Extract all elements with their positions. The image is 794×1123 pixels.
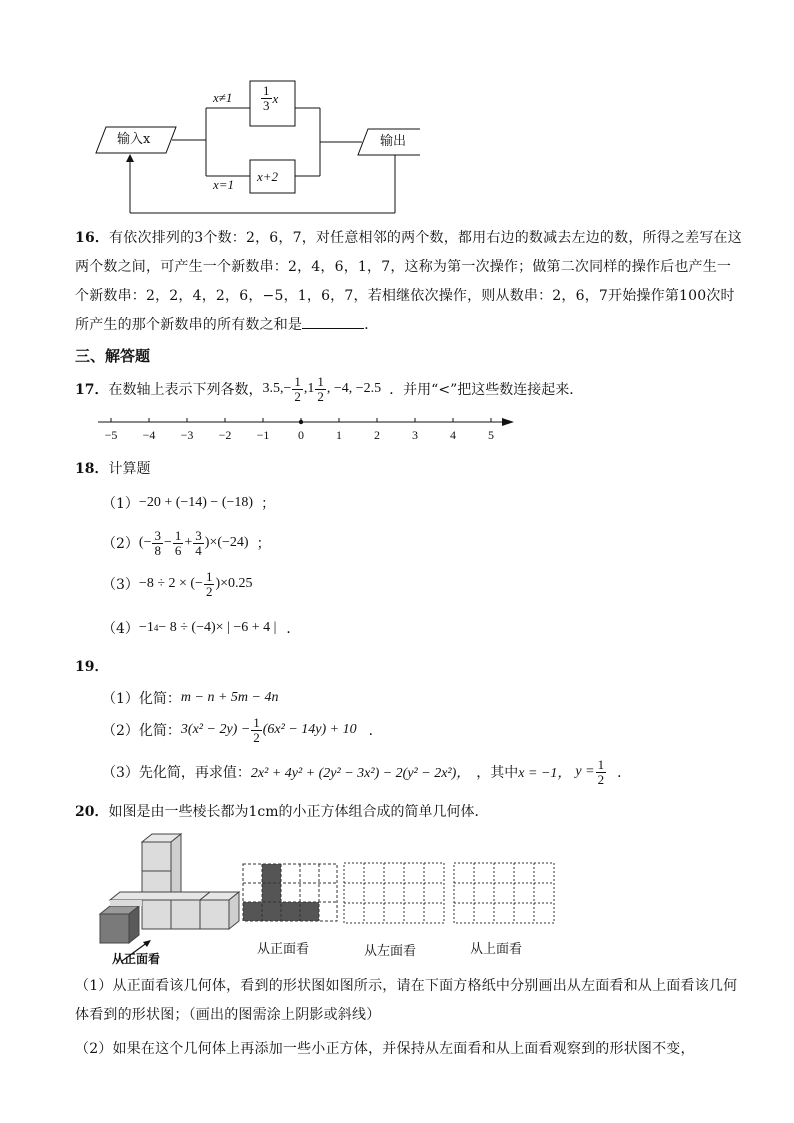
axis-tick-label: 2 (374, 428, 380, 442)
q16-text: 有依次排列的3个数：2，6，7，对任意相邻的两个数，都用右边的数减去左边的数，所得之差写在这两个数之间，可产生一个新数串：2，4，6，1，7，这称为第一次操作；做第二次同样的操作后也产生一个新数串：2，2，4，2，6，−5，1，6，7，若相继依次操作，则从数串：2，6，7开始操作第100次时所产生的那个新数串的所有数之和是 (75, 230, 742, 333)
number-line-axis (96, 414, 526, 428)
q17-pre: 在数轴上表示下列各数， (108, 382, 263, 398)
q18-i2-c: + (184, 535, 193, 550)
q19-item-3 (102, 754, 631, 790)
grid-left-view[interactable] (343, 862, 447, 930)
question-19-header (75, 656, 108, 676)
q18-i4-b: − 8 ÷ (−4)× | −6 + 4 | (158, 620, 277, 635)
q19-i3-y: y = (575, 764, 595, 779)
q17-mixed-whole: 1 (307, 381, 315, 396)
axis-tick-label: 3 (412, 428, 418, 442)
q18-i2-e: )×(−24) (204, 535, 249, 550)
question-16 (75, 224, 745, 340)
q19-item-2 (102, 712, 383, 748)
grid-front-svg (241, 862, 339, 924)
q17-num-b: , −4, −2.5 (326, 381, 382, 396)
grid-left-svg[interactable] (343, 862, 447, 926)
caption-top: 从上面看 (470, 942, 523, 957)
q18-item-2 (102, 525, 271, 561)
q17-frac1-sign: − (283, 381, 292, 396)
q19-i3-expr: 2x² + 4y² + (2y² − 3x²) − 2(y² − 2x²)， (250, 766, 471, 781)
axis-tick-label: 1 (336, 428, 342, 442)
q18-i2-a: (− (138, 535, 152, 550)
flow-box-top (260, 84, 278, 113)
q17-number: 17． (75, 382, 109, 398)
q20-number: 20． (75, 804, 109, 820)
q19-i2-b: (6x² − 14y) + 10 (262, 722, 357, 737)
q19-i3-yn: 1 (597, 756, 605, 772)
q18-item-1-tail: ； (261, 496, 276, 512)
q17-frac1-den: 2 (294, 388, 301, 404)
grid-top-svg[interactable] (453, 862, 557, 926)
q18-title: 计算题 (108, 461, 151, 477)
q18-i3-n: 1 (205, 568, 213, 584)
flow-input-label: 输入x (117, 132, 151, 147)
q19-i3-yd: 2 (597, 771, 605, 787)
q18-item-4-label: （4） (102, 621, 139, 637)
grid-front-view (241, 862, 339, 928)
question-17 (75, 372, 583, 406)
flow-frac-num: 1 (263, 83, 270, 98)
q17-num-a: 3.5, (262, 381, 284, 396)
axis-tick-label: 0 (298, 428, 304, 442)
q19-i2-a: 3(x² − 2y) − (180, 722, 251, 737)
section-title: 三、解答题 (75, 347, 151, 365)
q19-i3-x: x = −1， (518, 766, 572, 781)
q18-i2-b: − (163, 535, 172, 550)
q18-item-4 (102, 618, 300, 638)
q19-item-2-tail: ． (368, 723, 383, 739)
q18-i3-b: )×0.25 (215, 576, 253, 591)
q18-i3-d: 2 (205, 583, 213, 599)
cube-solid-figure (96, 830, 246, 970)
flow-frac-den: 3 (263, 98, 270, 113)
flow-output-label: 输出 (380, 134, 407, 149)
q18-i2-n1: 3 (154, 527, 161, 543)
q19-item-1-expr: m − n + 5m − 4n (180, 690, 279, 705)
q18-i4-a: −1 (138, 620, 154, 635)
q17-post: ．并用“<”把这些数连接起来． (389, 382, 584, 398)
q18-i2-n3: 3 (195, 527, 202, 543)
q19-item-3-tail: ． (617, 765, 632, 781)
grid-top-view[interactable] (453, 862, 557, 930)
q20-text: 如图是由一些棱长都为1cm的小正方体组合成的简单几何体． (108, 804, 489, 820)
q19-number: 19． (75, 659, 109, 675)
q18-i2-d1: 8 (154, 542, 161, 558)
axis-tick-label: 4 (450, 428, 456, 442)
caption-front: 从正面看 (257, 942, 310, 957)
q18-i2-n2: 1 (174, 527, 182, 543)
q19-item-3-mid: ，其中 (476, 765, 519, 781)
q18-i2-d3: 4 (195, 542, 202, 558)
flowchart (90, 70, 420, 220)
q18-number: 18． (75, 461, 109, 477)
flow-cond-bottom: x=1 (213, 177, 235, 192)
q19-i2-n: 1 (253, 714, 260, 730)
q18-item-2-label: （2） (102, 536, 139, 552)
q19-item-1-label: （1）化简： (102, 691, 181, 707)
front-view-arrow-label: 从正面看 (112, 952, 161, 966)
flow-box-bottom: x+2 (257, 169, 279, 184)
q19-item-1 (102, 688, 278, 708)
q18-i4-exp: 4 (153, 623, 159, 633)
q17-frac2-num: 1 (317, 373, 324, 389)
axis-tick-label: 5 (488, 428, 494, 442)
q18-item-3-label: （3） (102, 577, 139, 593)
question-20 (75, 801, 489, 821)
q18-i3-a: −8 ÷ 2 × (− (138, 576, 203, 591)
q19-i2-d: 2 (253, 729, 260, 745)
q18-item-2-tail: ； (256, 536, 271, 552)
q18-item-1-expr: −20 + (−14) − (−18) (138, 495, 254, 510)
q17-frac1-num: 1 (294, 373, 301, 389)
number-line (96, 414, 526, 448)
flow-cond-top: x≠1 (213, 90, 233, 105)
q19-item-3-label: （3）先化简，再求值： (102, 765, 251, 781)
q16-tail: ． (364, 317, 379, 333)
q16-number: 16． (75, 230, 110, 246)
q18-item-4-tail: ． (286, 621, 301, 637)
q18-item-3 (102, 566, 253, 602)
q18-i2-d2: 6 (174, 542, 182, 558)
cube-solid-drawing (96, 830, 246, 970)
question-18-header (75, 458, 150, 478)
axis-tick-label: −1 (256, 428, 270, 442)
q20-sub1: （1）从正面看该几何体，看到的形状图如图所示，请在下面方格纸中分别画出从左面看和从上面看该几何体看到的形状图；（画出的图需涂上阴影或斜线） (75, 978, 738, 1023)
q18-item-1-label: （1） (102, 496, 139, 512)
q19-item-2-label: （2）化简： (102, 723, 181, 739)
q20-sub2: （2）如果在这个几何体上再添加一些小正方体，并保持从左面看和从上面看观察到的形状图不变， (75, 1041, 695, 1057)
axis-tick-label: −5 (104, 428, 118, 442)
q18-item-1 (102, 493, 275, 513)
axis-tick-label: −3 (180, 428, 194, 442)
q17-comma: , (303, 381, 308, 396)
caption-left: 从左面看 (364, 944, 417, 959)
axis-tick-label: −2 (218, 428, 232, 442)
q16-answer-blank[interactable] (302, 314, 364, 329)
q17-frac2-den: 2 (317, 388, 324, 404)
flow-frac-var: x (272, 90, 279, 106)
axis-tick-label: −4 (142, 428, 156, 442)
